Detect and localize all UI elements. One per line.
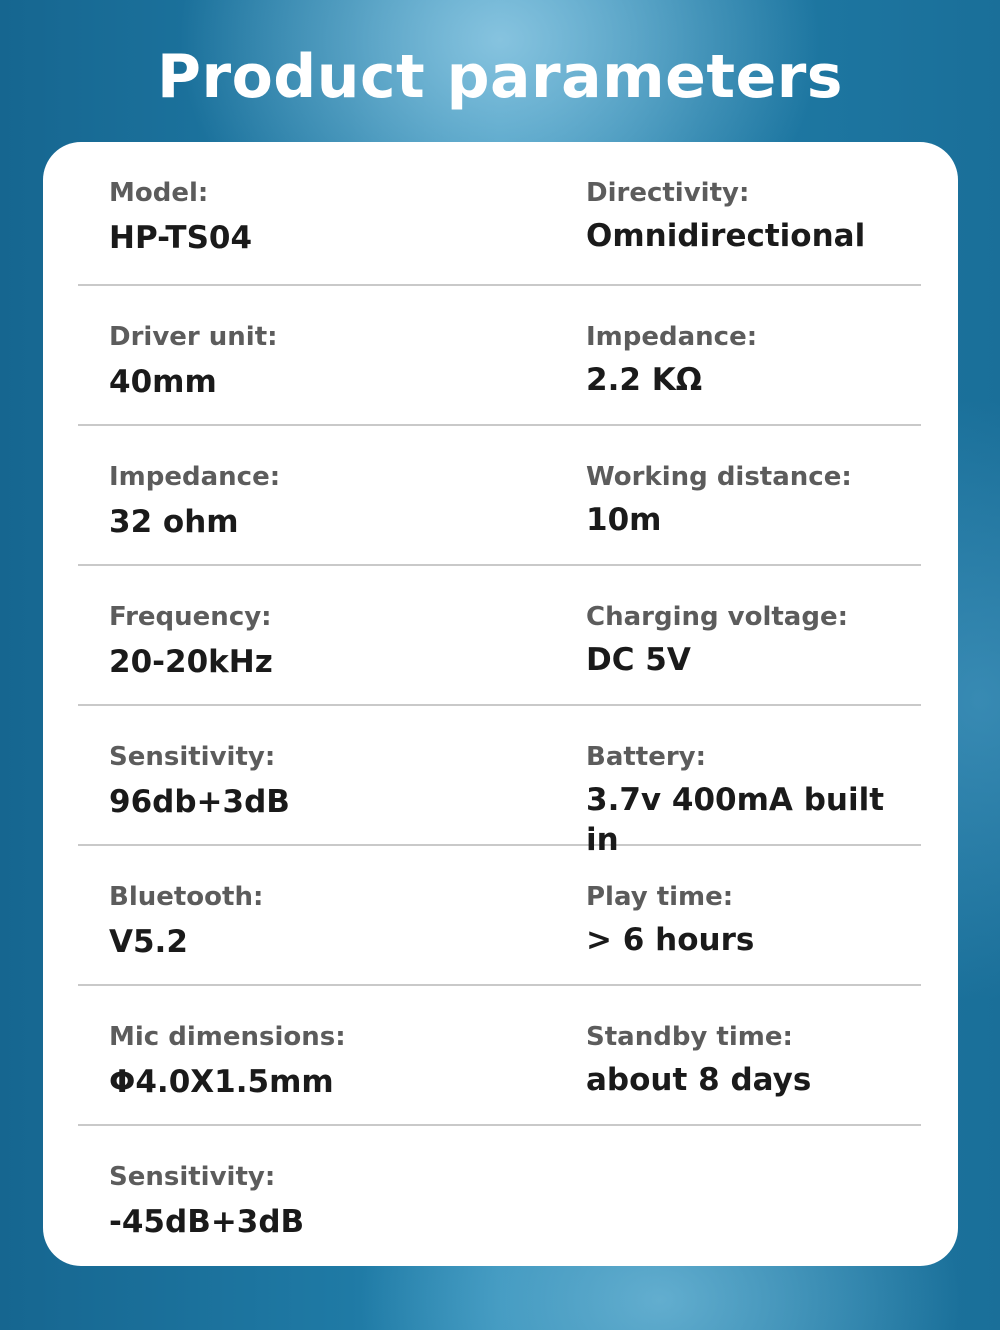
param-value: 96db+3dB [109, 784, 290, 820]
param-label: Bluetooth: [109, 882, 264, 912]
param-label: Play time: [586, 882, 734, 912]
param-value: 20-20kHz [109, 644, 273, 680]
param-row [78, 566, 921, 706]
param-label: Model: [109, 178, 209, 208]
param-value: 32 ohm [109, 504, 239, 540]
param-cell [586, 176, 865, 256]
page-title: Product parameters [157, 42, 843, 112]
param-value: 40mm [109, 364, 217, 400]
param-cell [109, 600, 273, 682]
param-row [78, 142, 921, 286]
param-cell [586, 740, 921, 860]
param-label: Impedance: [586, 322, 758, 352]
param-row [78, 846, 921, 986]
param-cell [109, 320, 278, 402]
param-label: Battery: [586, 742, 707, 772]
param-row [78, 986, 921, 1126]
param-cell [586, 320, 757, 400]
param-cell [109, 740, 290, 822]
param-label: Frequency: [109, 602, 272, 632]
param-row [78, 706, 921, 858]
param-cell [109, 880, 263, 962]
param-value: V5.2 [109, 924, 188, 960]
param-value: 3.7v 400mA built in [586, 782, 885, 858]
param-value: DC 5V [586, 642, 691, 678]
param-row [78, 1126, 921, 1264]
param-value: HP-TS04 [109, 220, 253, 256]
param-cell [586, 1020, 811, 1100]
param-value: -45dB+3dB [109, 1204, 305, 1240]
param-label: Working distance: [586, 462, 852, 492]
param-label: Mic dimensions: [109, 1022, 346, 1052]
param-label: Standby time: [586, 1022, 793, 1052]
param-row [78, 426, 921, 566]
param-row [78, 286, 921, 426]
param-value: Φ4.0X1.5mm [109, 1064, 334, 1100]
param-label: Charging voltage: [586, 602, 848, 632]
param-label: Driver unit: [109, 322, 278, 352]
param-value: > 6 hours [586, 922, 755, 958]
param-cell [109, 460, 280, 542]
param-value: 10m [586, 502, 662, 538]
param-cell [586, 460, 852, 540]
param-cell [109, 1020, 346, 1102]
param-cell [586, 600, 848, 680]
param-cell [109, 1160, 304, 1242]
param-label: Sensitivity: [109, 1162, 276, 1192]
param-value: 2.2 KΩ [586, 362, 703, 398]
parameters-card [43, 142, 958, 1266]
param-cell [586, 880, 754, 960]
param-cell [109, 176, 252, 258]
param-label: Directivity: [586, 178, 750, 208]
parameters-table [78, 142, 921, 1264]
param-label: Impedance: [109, 462, 281, 492]
param-label: Sensitivity: [109, 742, 276, 772]
param-value: about 8 days [586, 1062, 812, 1098]
param-value: Omnidirectional [586, 218, 866, 254]
